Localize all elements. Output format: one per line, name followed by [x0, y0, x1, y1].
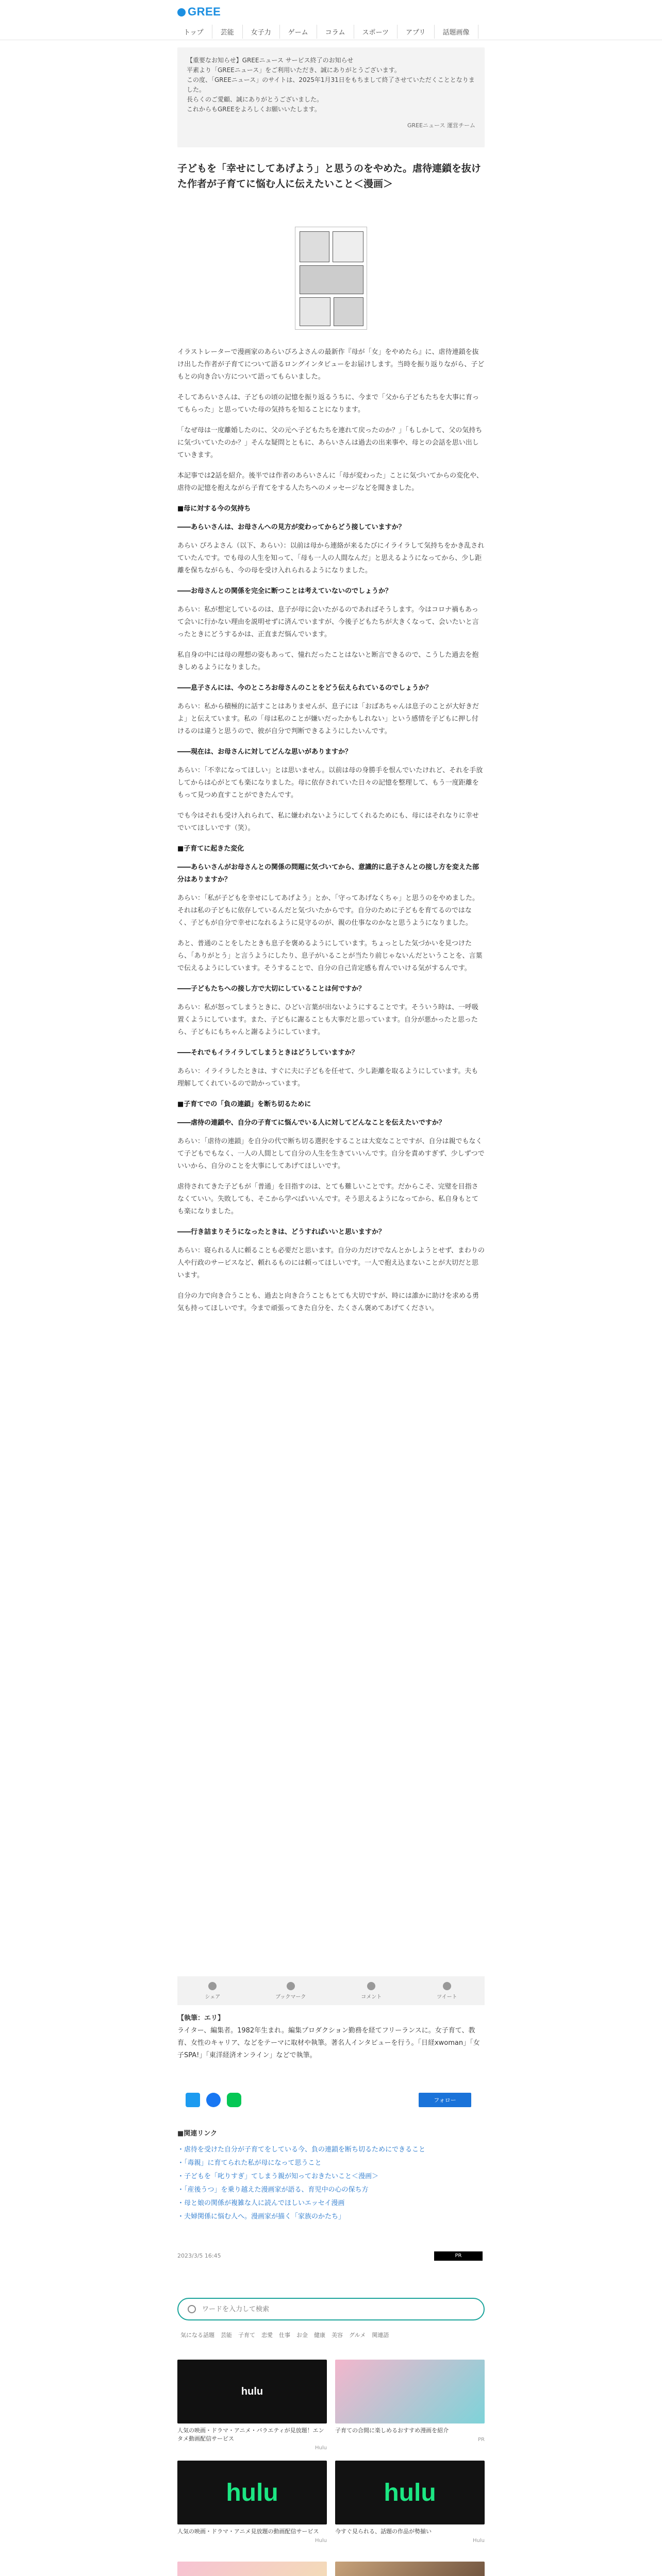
- recommend-caption: 子育ての合間に楽しめるおすすめ漫画を紹介: [335, 2427, 449, 2434]
- manga-panel: [300, 265, 363, 294]
- manga-image[interactable]: [295, 227, 367, 330]
- service-notice: [177, 47, 485, 147]
- share-button[interactable]: [205, 1982, 220, 2000]
- main-nav: [177, 25, 478, 39]
- interview-answer: あらい：「虐待の連鎖」を自分の代で断ち切る選択をすることは大変なことですが、自分は親でもなくて子どもでもなく、一人の人間として自分の人生を生きていいんです。自分を責めすぎず、少しずつでいいから、自分のことを大事にしてあげてほしいです。: [177, 1138, 485, 1170]
- comment-button[interactable]: [361, 1982, 382, 2000]
- interview-question: ――現在は、お母さんに対してどんな思いがありますか？: [177, 748, 352, 756]
- interview-question: ――虐待の連鎖や、自分の子育てに悩んでいる人に対してどんなことを伝えたいですか？: [177, 1119, 445, 1127]
- interview-answer: あらい：イライラしたときは、すぐに夫に子どもを任せて、少し距離を取るようにしています。夫も理解してくれているので助かっています。: [177, 1067, 478, 1088]
- share-label: シェア: [205, 1994, 221, 2000]
- body-paragraph: 「なぜ母は一度離婚したのに、父の元へ子どもたちを連れて戻ったのか？」「もしかして、父の気持ちに気づいていたのか？」そんな疑問とともに、あらいさんは過去の出来事や、母との会話を思い出していきます。: [177, 427, 483, 459]
- topic-chips: [180, 2331, 389, 2339]
- body-paragraph: あと、普通のことをしたときも息子を褒めるようにしています。ちょっとした気づかいを見つけたら、「ありがとう」と言うようにしたり、息子がいることが当たり前じゃないんだということを、言葉で伝えるようにしています。そうすることで、自分の自己肯定感も育んでいける気がするんです。: [177, 940, 483, 972]
- top-header: [0, 0, 662, 40]
- recommend-source: PR: [478, 2437, 485, 2443]
- section-heading: ■子育てでの「負の連鎖」を断ち切るために: [177, 1100, 311, 1108]
- recommend-source: Hulu: [315, 2445, 327, 2451]
- notice-line: この度、「GREEニュース」のサイトは、2025年1月31日をもちまして終了させていただくこととなりました。: [187, 76, 475, 93]
- recommend-image: [177, 2562, 327, 2576]
- related-links: [177, 2143, 485, 2224]
- interview-answer: あらい：「不幸になってほしい」とは思いません。以前は母の身勝手を恨んでいたけれど、それを手放してからは心がとても楽になりました。母に依存されていた日々の記憶を整理して、もう一度距離をもって見つめ直すことができたんです。: [177, 767, 483, 799]
- line-icon[interactable]: [227, 2093, 241, 2107]
- gree-logo[interactable]: [177, 5, 221, 19]
- interview-answer: あらい：寝られる人に頼ることも必要だと思います。自分の力だけでなんとかしようとせず、まわりの人や行政のサービスなど、頼れるものには頼ってほしいです。一人で抱え込まないことが大切だと思います。: [177, 1247, 485, 1279]
- topic-chip[interactable]: 仕事: [279, 2332, 290, 2338]
- recommend-caption: 人気の映画・ドラマ・アニメ見放題の動画配信サービス: [177, 2528, 319, 2535]
- recommend-image: [335, 2360, 485, 2424]
- topic-chip[interactable]: 美容: [332, 2332, 343, 2338]
- recommend-card[interactable]: [335, 2360, 485, 2443]
- nav-item-games[interactable]: ゲーム: [280, 25, 317, 39]
- hulu-logo-icon: hulu: [177, 2461, 327, 2524]
- body-paragraph: でも今はそれも受け入れられて、私に嫌われないようにしてくれるためにも、母にはそれなりに幸せでいてほしいです（笑）。: [177, 812, 479, 832]
- author-bio: ライター、編集者。1982年生まれ。編集プロダクション勤務を経てフリーランスに。女子育て、教育、女性のキャリア、などをテーマに取材や執筆。著名人インタビューを行う。「日経xwoman」「女子SPA!」「東洋経済オンライン」などで執筆。: [177, 2027, 480, 2059]
- interview-question: ――行き詰まりそうになったときは、どうすればいいと思いますか？: [177, 1228, 386, 1236]
- recommend-card[interactable]: [177, 2562, 327, 2576]
- notice-line: これからもGREEをよろしくお願いいたします。: [187, 106, 321, 113]
- search-icon: [188, 2305, 196, 2313]
- bookmark-label: ブックマーク: [275, 1994, 306, 2000]
- recommend-card[interactable]: [335, 2461, 485, 2544]
- search-input[interactable]: [202, 2306, 470, 2313]
- related-link[interactable]: ・虐待を受けた自分が子育てをしている今、負の連鎖を断ち切るためにできること: [177, 2146, 426, 2154]
- recommend-card[interactable]: [335, 2562, 485, 2576]
- article-body: [177, 346, 485, 1323]
- related-link[interactable]: ・「産後うつ」を乗り越えた漫画家が語る、育児中の心の保ち方: [177, 2186, 369, 2194]
- interview-question: ――あらいさんは、お母さんへの見方が変わってからどう接していますか？: [177, 523, 405, 531]
- comment-label: コメント: [361, 1994, 382, 2000]
- nav-item-top[interactable]: トップ: [177, 25, 212, 39]
- interview-answer: あらい：「私が子どもを幸せにしてあげよう」とか、「守ってあげなくちゃ」と思うのをやめました。それは私の子どもに依存しているんだと気づいたからです。自分のために子どもを育てるのではなく、子どもが自分で幸せになれるように見守るのが、親の仕事なのかなと思うようになりました。: [177, 894, 479, 927]
- body-paragraph: イラストレーターで漫画家のあらいぴろよさんの最新作『母が「女」をやめたら』に、虐待連鎖を抜け出した作者が子育てについて語るロングインタビューをお届けします。当時を振り返りながら、子どもとの向き合い方について語ってもらいました。: [177, 348, 485, 381]
- recommend-caption: 今すぐ見られる、話題の作品が勢揃い: [335, 2528, 432, 2535]
- topic-chip[interactable]: グルメ: [349, 2332, 366, 2338]
- hulu-logo-icon: hulu: [335, 2461, 485, 2524]
- nav-item-women[interactable]: 女子力: [243, 25, 280, 39]
- topic-chip[interactable]: 子育て: [238, 2332, 255, 2338]
- tweet-icon: [443, 1982, 451, 1990]
- manga-panel: [300, 231, 329, 262]
- comment-icon: [367, 1982, 375, 1990]
- follow-button[interactable]: フォロー: [419, 2093, 471, 2107]
- gree-logo-text: GREE: [188, 5, 221, 18]
- timestamp: 2023/3/5 16:45: [177, 2252, 221, 2259]
- recommend-card[interactable]: [177, 2360, 327, 2451]
- notice-line: 長らくのご愛顧、誠にありがとうございました。: [187, 96, 323, 103]
- search-bar: [177, 2298, 485, 2320]
- related-link[interactable]: ・母と娘の関係が複雑な人に読んでほしいエッセイ漫画: [177, 2199, 345, 2207]
- recommend-image: hulu: [177, 2360, 327, 2424]
- interview-question: ――あらいさんがお母さんとの関係の問題に気づいてから、意識的に息子さんとの接し方を変えた部分はありますか？: [177, 863, 479, 884]
- body-paragraph: そしてあらいさんは、子どもの頃の記憶を振り返るうちに、今まで「父から子どもたちを大事に育ってもらった」と思っていた母の気持ちを知ることになります。: [177, 394, 479, 414]
- section-heading: ■子育てに起きた変化: [177, 845, 244, 853]
- topic-chip[interactable]: 健康: [314, 2332, 325, 2338]
- nav-item-apps[interactable]: アプリ: [398, 25, 434, 39]
- tweet-button[interactable]: [437, 1982, 457, 2000]
- interview-answer: あらい：私から積極的に話すことはありませんが、息子には「おばあちゃんは息子のことが大好きだよ」と伝えています。私の「母は私のことが嫌いだったかもしれない」という感情を子どもに押し付けるのは違うと思うので、彼が自分で判断できるようにしたいんです。: [177, 703, 479, 735]
- interview-answer: あらい ぴろよさん（以下、あらい）：以前は母から連絡が来るたびにイライラして気持ちをかき乱されていたんです。でも母の人生を知って、「母も一人の人間なんだ」と思えるようになってから、少し距離を保ちながらも、今の母を受け入れられるようになりました。: [177, 542, 485, 574]
- nav-item-sports[interactable]: スポーツ: [354, 25, 398, 39]
- related-link[interactable]: ・夫婦関係に悩む人へ。漫画家が描く「家族のかたち」: [177, 2213, 345, 2221]
- nav-item-entertainment[interactable]: 芸能: [212, 25, 243, 39]
- topic-chip[interactable]: 関連語: [372, 2332, 389, 2338]
- recommend-caption: 人気の映画・ドラマ・アニメ・バラエティが見放題！エンタメ動画配信サービス: [177, 2427, 324, 2442]
- topic-chip[interactable]: お金: [296, 2332, 308, 2338]
- topic-chip[interactable]: 芸能: [221, 2332, 232, 2338]
- body-paragraph: 虐待されてきた子どもが「普通」を目指すのは、とても難しいことです。だからこそ、完璧を目指さなくていい。失敗しても、そこから学べばいいんです。そう思えるようになってから、私自身もとても楽になりました。: [177, 1183, 478, 1215]
- author-heading: 【執筆：エリ】: [177, 2014, 225, 2022]
- ad-label[interactable]: PR: [434, 2251, 483, 2261]
- manga-panel: [333, 231, 363, 262]
- share-icon: [208, 1982, 217, 1990]
- recommend-card[interactable]: [177, 2461, 327, 2544]
- share-bar: [177, 1976, 485, 2005]
- notice-signature: GREEニュース 運営チーム: [407, 122, 475, 129]
- section-heading: ■母に対する今の気持ち: [177, 505, 251, 513]
- gree-logo-icon: [177, 8, 186, 16]
- topic-chip[interactable]: 気になる話題: [180, 2332, 214, 2338]
- recommend-source: Hulu: [473, 2538, 485, 2544]
- manga-panel: [334, 297, 363, 326]
- related-links-heading: ■関連リンク: [177, 2130, 218, 2138]
- interview-answer: あらい：私が怒ってしまうときに、ひどい言葉が出ないようにすることです。そういう時は、一呼吸置くようにしています。また、子どもに謝ることも大事だと思っています。自分が悪かったと思ったら、子どもにもちゃんと謝るようにしています。: [177, 1004, 478, 1036]
- nav-item-column[interactable]: コラム: [317, 25, 354, 39]
- interview-question: ――子どもたちへの接し方で大切にしていることは何ですか？: [177, 985, 366, 993]
- body-paragraph: 私自身の中には母の理想の姿もあって、憧れだったことはないと断言できるので、こうした過去を抱きしめるようになりました。: [177, 651, 479, 671]
- interview-answer: あらい：私が想定しているのは、息子が母に会いたがるのであればそうします。今はコロナ禍もあって会いに行かない理由を説明せずに済んでいますが、今後子どもたちが大きくなって、会いたいと言ったときにどうするかは、正直まだ悩んでいます。: [177, 606, 479, 638]
- manga-panel: [300, 297, 330, 326]
- interview-question: ――お母さんとの関係を完全に断つことは考えていないのでしょうか？: [177, 587, 392, 595]
- article-title: 子どもを「幸せにしてあげよう」と思うのをやめた。虐待連鎖を抜けた作者が子育てに悩む人に伝えたいこと＜漫画＞: [177, 163, 482, 190]
- body-paragraph: 本記事では2話を紹介。後半では作者のあらいさんに「母が変わった」ことに気づいてからの変化や、虐待の記憶を抱えながら子育てをする人たちへのメッセージなどを聞きました。: [177, 472, 483, 492]
- social-share-row: [186, 2093, 241, 2107]
- bookmark-icon: [287, 1982, 295, 1990]
- facebook-icon[interactable]: [206, 2093, 221, 2107]
- nav-item-images[interactable]: 話題画像: [435, 25, 478, 39]
- recommend-source: Hulu: [315, 2538, 327, 2544]
- body-paragraph: 自分の力で向き合うことも、過去と向き合うこともとても大切ですが、時には誰かに助けを求める勇気も持ってほしいです。今まで頑張ってきた自分を、たくさん褒めてあげてください。: [177, 1292, 479, 1312]
- related-link[interactable]: ・「毒親」に育てられた私が母になって思うこと: [177, 2159, 322, 2167]
- bookmark-button[interactable]: [275, 1982, 306, 2000]
- recommend-image: [335, 2562, 485, 2576]
- interview-question: ――それでもイライラしてしまうときはどうしていますか？: [177, 1049, 358, 1057]
- twitter-icon[interactable]: [186, 2093, 200, 2107]
- notice-line: 平素より「GREEニュース」をご利用いただき、誠にありがとうございます。: [187, 66, 401, 74]
- tweet-label: ツイート: [437, 1994, 457, 2000]
- notice-line: 【重要なお知らせ】GREEニュース サービス終了のお知らせ: [187, 57, 354, 64]
- interview-question: ――息子さんには、今のところお母さんのことをどう伝えられているのでしょうか？: [177, 684, 433, 692]
- topic-chip[interactable]: 恋愛: [261, 2332, 273, 2338]
- related-link[interactable]: ・子どもを「叱りすぎ」てしまう親が知っておきたいこと＜漫画＞: [177, 2173, 379, 2180]
